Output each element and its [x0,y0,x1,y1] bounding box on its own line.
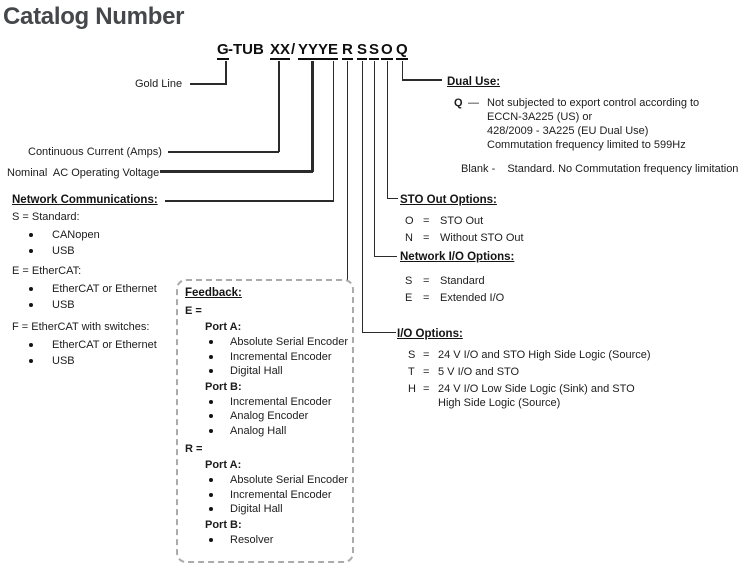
option-text: 24 V I/O and STO High Side Logic (Source) [438,349,651,361]
feedback-e-port-a: Port A: [205,321,242,333]
feedback-heading: Feedback: [185,287,242,299]
bullet-label: Incremental Encoder [230,395,332,408]
feedback-code-e: E = [185,305,202,317]
connector-voltage-horizontal [160,170,313,173]
bullet-icon [29,359,33,363]
bullet-label: Incremental Encoder [230,488,332,501]
catalog-segment-xx: XX [270,41,291,58]
catalog-segment-o: O [381,41,393,58]
list-item [185,364,349,379]
network-communications-section [12,194,182,369]
blank-text: Standard. No Commutation frequency limitation [507,162,739,175]
option-code: S [408,349,416,361]
gold-line-label: Gold Line [135,78,183,90]
option-text: Standard [440,275,485,287]
option-code: S [405,275,413,287]
network-comm-code-ethercat-switches: F = EtherCAT with switches: [12,321,150,333]
catalog-segment-e: E [328,41,339,58]
connector-network-io-horizontal [374,256,397,258]
option-text: 5 V I/O and STO [438,366,520,378]
list-item [12,297,182,313]
connector-current-vertical [278,61,280,152]
option-code: N [405,232,413,244]
dual-use-q-row [447,97,747,153]
connector-sto-out-horizontal [387,198,398,200]
bullet-label: Analog Encoder [230,410,309,423]
catalog-segment-r: R [342,41,353,58]
bullet-icon [209,507,213,511]
connector-network-io-vertical [374,61,376,257]
equals-sign: = [423,292,430,304]
bullet-icon [209,478,213,482]
option-row [400,214,524,228]
continuous-current-label: Continuous Current (Amps) [28,146,162,158]
list-item [185,488,349,503]
catalog-segment-s1: S [357,41,368,58]
connector-dual-use-vertical [402,61,404,80]
dual-use-section [447,76,747,175]
dual-use-q-description [487,97,747,153]
description-line: 428/2009 - 3A225 (EU Dual Use) [487,124,649,137]
option-code: H [408,383,416,395]
connector-dual-use-horizontal [402,79,442,81]
list-item [12,281,182,297]
equals-sign: = [423,349,430,361]
bullet-icon [209,493,213,497]
feedback-e-port-b: Port B: [205,380,242,393]
catalog-segment-yyy: YYY [298,41,329,58]
bullet-icon [29,287,33,291]
option-text [438,382,651,410]
bullet-icon [209,414,213,418]
bullet-label: Absolute Serial Encoder [230,474,349,487]
sto-out-options-section [400,194,524,248]
io-options-section [397,328,651,413]
option-text-line: High Side Logic (Source) [438,397,561,409]
description-line: Not subjected to export control according to [487,97,700,109]
equals-sign: = [423,383,430,395]
bullet-icon [209,355,213,359]
catalog-segment-q: Q [396,41,408,58]
option-row [397,382,651,410]
catalog-segment-slash: / [291,41,296,58]
feedback-r-port-a: Port A: [205,459,242,471]
bullet-icon [209,400,213,404]
bullet-label: Incremental Encoder [230,350,332,363]
bullet-icon [29,249,33,253]
bullet-label: Absolute Serial Encoder [230,336,349,349]
bullet-label: Digital Hall [230,365,283,378]
option-row [400,231,524,245]
io-options-heading: I/O Options: [397,328,463,340]
list-item [185,395,349,410]
feedback-r-port-b: Port B: [205,518,242,531]
feedback-code-r: R = [185,443,203,455]
list-item [12,353,182,369]
connector-io-options-horizontal [362,332,396,334]
catalog-segment-s2: S [369,41,380,58]
list-item [12,243,182,259]
option-row [397,365,651,379]
bullet-label: Resolver [230,533,274,546]
list-item [185,350,349,365]
option-code: T [408,366,415,378]
option-text: Without STO Out [440,232,524,244]
bullet-icon [209,429,213,433]
network-io-options-heading: Network I/O Options: [400,251,515,263]
bullet-label: USB [52,355,75,367]
bullet-label: USB [52,245,75,257]
option-text-line: 24 V I/O Low Side Logic (Sink) and STO [438,383,635,395]
catalog-segment-tub: -TUB [228,41,264,58]
connector-sto-out-vertical [387,61,389,199]
option-code: Q [454,97,463,109]
bullet-label: CANopen [52,229,100,241]
blank-label: Blank - [461,162,496,175]
connector-network-comm-horizontal [165,200,334,202]
option-text: Extended I/O [440,292,505,304]
description-line: ECCN-3A225 (US) or [487,110,593,123]
option-text: STO Out [440,215,484,227]
list-item [185,409,349,424]
page-title: Catalog Number [3,3,185,30]
sto-out-options-heading: STO Out Options: [400,194,497,206]
option-row [400,291,514,305]
description-line: Commutation frequency limited to 599Hz [487,138,686,151]
list-item [185,335,349,350]
equals-sign: = [423,232,430,244]
option-row [397,348,651,362]
bullet-icon [209,538,213,542]
bullet-icon [29,233,33,237]
equals-sign: = [423,275,430,287]
bullet-label: EtherCAT or Ethernet [52,283,157,295]
bullet-icon [209,340,213,344]
network-comm-code-standard: S = Standard: [12,211,80,223]
connector-gold-line-horizontal [190,83,227,85]
list-item [185,502,349,517]
option-code: E [405,292,413,304]
bullet-label: EtherCAT or Ethernet [52,339,157,351]
nominal-voltage-label: Nominal AC Operating Voltage [7,167,160,179]
bullet-label: USB [52,299,75,311]
catalog-segment-g: G [217,41,229,58]
bullet-icon [29,343,33,347]
list-item [185,533,349,548]
equals-sign: = [423,215,430,227]
bullet-icon [209,369,213,373]
connector-voltage-vertical [311,61,314,172]
option-code: O [405,215,414,227]
bullet-icon [29,303,33,307]
list-item [185,473,349,488]
connector-feedback-vertical [347,61,349,291]
feedback-section [176,279,354,563]
dual-use-blank-row [447,163,747,175]
list-item [12,227,182,243]
network-comm-code-ethercat: E = EtherCAT: [12,265,82,277]
list-item [12,337,182,353]
connector-io-options-vertical [362,61,364,333]
dual-use-heading: Dual Use: [447,76,501,88]
network-io-options-section [400,251,514,308]
dash-icon: — [468,97,479,109]
connector-gold-line-vertical [225,61,227,84]
equals-sign: = [423,366,430,378]
option-row [400,274,514,288]
network-communications-heading: Network Communications: [12,194,158,206]
bullet-label: Analog Hall [230,424,287,437]
list-item [185,424,349,439]
bullet-label: Digital Hall [230,503,283,516]
connector-network-comm-vertical [333,61,335,201]
connector-current-horizontal [168,151,279,153]
